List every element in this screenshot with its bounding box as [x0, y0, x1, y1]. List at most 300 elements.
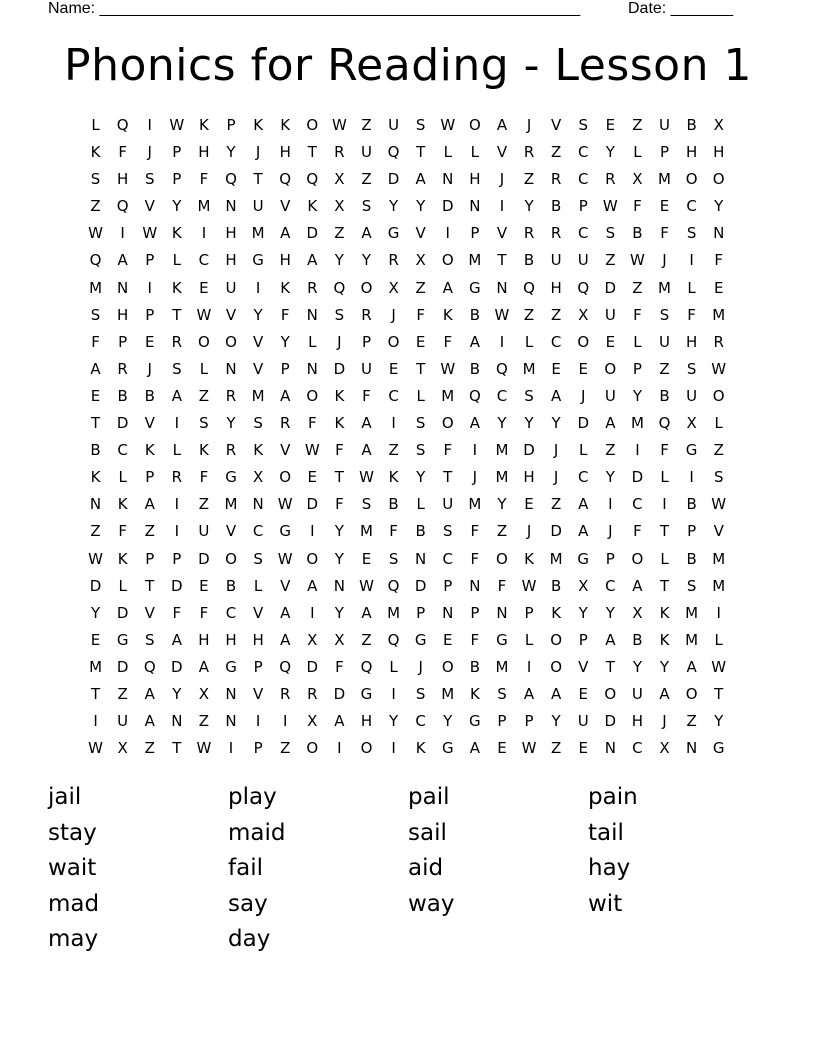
- grid-letter[interactable]: B: [686, 116, 697, 134]
- grid-letter[interactable]: Z: [198, 495, 210, 514]
- grid-letter[interactable]: U: [659, 332, 670, 351]
- grid-letter[interactable]: I: [716, 603, 721, 622]
- grid-letter[interactable]: A: [144, 712, 155, 731]
- grid-letter[interactable]: T: [145, 576, 155, 595]
- grid-letter[interactable]: F: [199, 170, 209, 189]
- grid-letter[interactable]: D: [414, 576, 427, 595]
- grid-letter[interactable]: A: [307, 251, 318, 270]
- grid-letter[interactable]: O: [550, 657, 563, 676]
- grid-letter[interactable]: V: [280, 197, 291, 216]
- grid-letter[interactable]: H: [550, 278, 562, 297]
- grid-letter[interactable]: D: [550, 522, 562, 541]
- grid-letter[interactable]: A: [415, 170, 426, 189]
- grid-letter[interactable]: A: [361, 414, 372, 433]
- grid-letter[interactable]: R: [117, 359, 128, 378]
- grid-letter[interactable]: C: [632, 739, 643, 758]
- grid-letter[interactable]: W: [88, 224, 103, 243]
- grid-letter[interactable]: S: [253, 549, 263, 568]
- grid-letter[interactable]: Z: [496, 522, 508, 541]
- grid-letter[interactable]: B: [523, 251, 535, 270]
- grid-letter[interactable]: Z: [551, 495, 562, 514]
- grid-letter[interactable]: M: [712, 305, 726, 324]
- grid-letter[interactable]: Y: [497, 414, 507, 433]
- grid-letter[interactable]: N: [252, 495, 264, 514]
- grid-letter[interactable]: P: [443, 576, 453, 595]
- grid-letter[interactable]: E: [713, 278, 724, 297]
- grid-letter[interactable]: M: [495, 657, 509, 676]
- grid-letter[interactable]: N: [442, 170, 454, 189]
- grid-letter[interactable]: P: [226, 116, 236, 134]
- grid-letter[interactable]: N: [469, 197, 481, 216]
- grid-letter[interactable]: Y: [551, 414, 561, 433]
- grid-letter[interactable]: Z: [713, 441, 724, 460]
- grid-letter[interactable]: P: [280, 359, 290, 378]
- grid-letter[interactable]: K: [280, 278, 291, 297]
- grid-letter[interactable]: S: [497, 684, 507, 703]
- grid-letter[interactable]: A: [442, 278, 453, 297]
- grid-letter[interactable]: P: [145, 251, 155, 270]
- grid-letter[interactable]: D: [604, 278, 617, 297]
- grid-letter[interactable]: H: [685, 332, 698, 351]
- grid-letter[interactable]: Y: [416, 468, 426, 487]
- grid-letter[interactable]: P: [145, 468, 155, 487]
- grid-letter[interactable]: M: [658, 170, 671, 189]
- grid-letter[interactable]: K: [551, 603, 562, 622]
- grid-letter[interactable]: S: [605, 224, 616, 243]
- grid-letter[interactable]: W: [359, 576, 374, 595]
- grid-letter[interactable]: M: [468, 251, 482, 270]
- grid-letter[interactable]: S: [334, 305, 345, 324]
- grid-letter[interactable]: I: [391, 684, 396, 703]
- grid-letter[interactable]: F: [389, 522, 398, 541]
- grid-letter[interactable]: U: [360, 359, 372, 378]
- grid-letter[interactable]: C: [577, 468, 589, 487]
- grid-letter[interactable]: R: [171, 332, 183, 351]
- grid-letter[interactable]: F: [335, 441, 344, 460]
- grid-letter[interactable]: O: [306, 739, 319, 758]
- grid-letter[interactable]: Z: [551, 143, 562, 162]
- grid-letter[interactable]: D: [198, 549, 210, 568]
- grid-letter[interactable]: T: [714, 684, 724, 703]
- grid-letter[interactable]: F: [307, 414, 317, 433]
- grid-letter[interactable]: D: [523, 441, 535, 460]
- grid-letter[interactable]: T: [90, 684, 101, 703]
- grid-letter[interactable]: S: [90, 170, 101, 189]
- grid-letter[interactable]: X: [686, 414, 697, 433]
- grid-letter[interactable]: O: [387, 332, 400, 351]
- grid-letter[interactable]: W: [440, 359, 456, 378]
- grid-letter[interactable]: I: [120, 224, 125, 243]
- grid-letter[interactable]: M: [224, 495, 238, 514]
- grid-letter[interactable]: Y: [578, 603, 588, 622]
- grid-letter[interactable]: D: [333, 684, 346, 703]
- grid-letter[interactable]: V: [496, 143, 508, 162]
- grid-letter[interactable]: O: [550, 630, 563, 649]
- grid-letter[interactable]: M: [251, 224, 265, 243]
- grid-letter[interactable]: R: [388, 251, 399, 270]
- grid-letter[interactable]: U: [117, 712, 129, 731]
- grid-letter[interactable]: H: [117, 170, 129, 189]
- grid-letter[interactable]: Z: [361, 170, 372, 189]
- grid-letter[interactable]: Q: [89, 251, 102, 270]
- grid-letter[interactable]: X: [659, 739, 670, 758]
- grid-letter[interactable]: D: [306, 657, 319, 676]
- grid-letter[interactable]: Z: [90, 522, 101, 541]
- grid-letter[interactable]: V: [415, 224, 426, 243]
- grid-letter[interactable]: L: [443, 143, 452, 162]
- grid-letter[interactable]: S: [199, 414, 209, 433]
- grid-letter[interactable]: L: [524, 332, 534, 351]
- grid-letter[interactable]: G: [577, 549, 590, 568]
- grid-letter[interactable]: Y: [226, 414, 236, 433]
- grid-letter[interactable]: T: [416, 359, 426, 378]
- grid-letter[interactable]: A: [361, 441, 372, 460]
- grid-letter[interactable]: F: [633, 197, 642, 216]
- grid-letter[interactable]: A: [469, 739, 480, 758]
- grid-letter[interactable]: W: [304, 441, 320, 460]
- grid-letter[interactable]: W: [142, 224, 158, 243]
- grid-letter[interactable]: L: [253, 576, 263, 595]
- grid-letter[interactable]: D: [333, 359, 346, 378]
- grid-letter[interactable]: M: [522, 359, 536, 378]
- grid-letter[interactable]: N: [89, 495, 102, 514]
- grid-letter[interactable]: Q: [333, 278, 346, 297]
- grid-letter[interactable]: L: [633, 332, 642, 351]
- grid-letter[interactable]: F: [199, 468, 209, 487]
- grid-letter[interactable]: J: [662, 712, 667, 731]
- grid-letter[interactable]: L: [416, 386, 425, 405]
- grid-letter[interactable]: P: [172, 170, 182, 189]
- grid-letter[interactable]: Z: [415, 278, 426, 297]
- grid-letter[interactable]: G: [360, 684, 373, 703]
- grid-letter[interactable]: L: [91, 116, 100, 134]
- grid-letter[interactable]: Y: [497, 495, 507, 514]
- grid-letter[interactable]: K: [199, 441, 209, 460]
- grid-letter[interactable]: Z: [198, 386, 210, 405]
- grid-letter[interactable]: O: [360, 278, 373, 297]
- grid-letter[interactable]: B: [550, 576, 562, 595]
- grid-letter[interactable]: Y: [714, 197, 724, 216]
- grid-letter[interactable]: L: [199, 359, 209, 378]
- grid-letter[interactable]: I: [526, 657, 532, 676]
- grid-letter[interactable]: B: [469, 305, 480, 324]
- grid-letter[interactable]: V: [252, 684, 264, 703]
- grid-letter[interactable]: P: [524, 712, 534, 731]
- grid-letter[interactable]: Y: [172, 197, 182, 216]
- grid-letter[interactable]: A: [469, 414, 480, 433]
- grid-letter[interactable]: V: [252, 332, 264, 351]
- grid-letter[interactable]: I: [93, 712, 98, 731]
- grid-letter[interactable]: E: [199, 278, 209, 297]
- grid-letter[interactable]: F: [362, 386, 371, 405]
- grid-letter[interactable]: F: [633, 522, 642, 541]
- grid-letter[interactable]: U: [577, 712, 589, 731]
- grid-letter[interactable]: S: [415, 441, 426, 460]
- grid-letter[interactable]: I: [499, 332, 505, 351]
- grid-letter[interactable]: K: [171, 278, 182, 297]
- grid-letter[interactable]: V: [252, 359, 264, 378]
- grid-letter[interactable]: X: [334, 630, 345, 649]
- grid-letter[interactable]: C: [117, 441, 128, 460]
- grid-letter[interactable]: C: [550, 332, 562, 351]
- grid-letter[interactable]: B: [117, 386, 128, 405]
- grid-letter[interactable]: G: [712, 739, 725, 758]
- grid-letter[interactable]: Y: [605, 603, 615, 622]
- grid-letter[interactable]: L: [172, 251, 181, 270]
- grid-letter[interactable]: W: [196, 305, 212, 324]
- grid-letter[interactable]: U: [252, 197, 264, 216]
- grid-letter[interactable]: S: [713, 468, 724, 487]
- grid-letter[interactable]: G: [469, 712, 481, 731]
- grid-letter[interactable]: G: [387, 224, 400, 243]
- grid-letter[interactable]: W: [521, 576, 537, 595]
- grid-letter[interactable]: P: [578, 197, 588, 216]
- grid-letter[interactable]: C: [252, 522, 264, 541]
- grid-letter[interactable]: F: [443, 332, 453, 351]
- grid-letter[interactable]: I: [201, 224, 207, 243]
- grid-letter[interactable]: F: [470, 522, 480, 541]
- grid-letter[interactable]: P: [578, 630, 588, 649]
- grid-letter[interactable]: U: [659, 116, 670, 134]
- grid-letter[interactable]: K: [415, 739, 426, 758]
- grid-letter[interactable]: H: [713, 143, 725, 162]
- grid-letter[interactable]: T: [172, 305, 182, 324]
- grid-letter[interactable]: N: [442, 603, 454, 622]
- grid-letter[interactable]: J: [147, 359, 152, 378]
- grid-letter[interactable]: E: [605, 116, 616, 134]
- date-field[interactable]: Date: _______: [628, 0, 733, 17]
- grid-letter[interactable]: I: [689, 468, 694, 487]
- grid-letter[interactable]: B: [415, 522, 426, 541]
- grid-letter[interactable]: I: [662, 495, 667, 514]
- grid-letter[interactable]: R: [361, 305, 372, 324]
- grid-letter[interactable]: A: [659, 684, 670, 703]
- grid-letter[interactable]: K: [659, 630, 670, 649]
- grid-letter[interactable]: W: [331, 116, 347, 134]
- grid-letter[interactable]: L: [416, 495, 425, 514]
- grid-letter[interactable]: A: [523, 684, 535, 703]
- grid-letter[interactable]: R: [550, 224, 562, 243]
- grid-letter[interactable]: A: [496, 116, 508, 134]
- grid-letter[interactable]: K: [334, 414, 345, 433]
- grid-letter[interactable]: Y: [388, 712, 399, 731]
- grid-letter[interactable]: T: [659, 522, 670, 541]
- grid-letter[interactable]: C: [225, 603, 237, 622]
- grid-letter[interactable]: V: [144, 414, 155, 433]
- grid-letter[interactable]: Y: [443, 712, 453, 731]
- grid-letter[interactable]: U: [604, 305, 616, 324]
- grid-letter[interactable]: U: [577, 251, 589, 270]
- grid-letter[interactable]: Z: [605, 251, 616, 270]
- grid-letter[interactable]: M: [360, 522, 373, 541]
- grid-letter[interactable]: I: [228, 739, 234, 758]
- grid-letter[interactable]: M: [197, 197, 211, 216]
- grid-letter[interactable]: I: [608, 495, 613, 514]
- grid-letter[interactable]: Z: [117, 684, 128, 703]
- grid-letter[interactable]: Q: [387, 576, 400, 595]
- grid-letter[interactable]: E: [605, 332, 616, 351]
- grid-letter[interactable]: J: [553, 441, 559, 460]
- grid-letter[interactable]: J: [553, 468, 559, 487]
- grid-letter[interactable]: I: [174, 495, 180, 514]
- grid-letter[interactable]: L: [389, 657, 398, 676]
- grid-letter[interactable]: O: [631, 549, 644, 568]
- grid-letter[interactable]: P: [605, 549, 615, 568]
- grid-letter[interactable]: U: [388, 116, 400, 134]
- grid-letter[interactable]: G: [441, 739, 454, 758]
- grid-letter[interactable]: Z: [632, 278, 643, 297]
- grid-letter[interactable]: Z: [632, 116, 643, 134]
- grid-letter[interactable]: W: [196, 739, 212, 758]
- grid-letter[interactable]: L: [687, 278, 696, 297]
- grid-letter[interactable]: Y: [632, 386, 642, 405]
- grid-letter[interactable]: E: [144, 332, 155, 351]
- grid-letter[interactable]: F: [470, 549, 480, 568]
- grid-letter[interactable]: E: [415, 332, 426, 351]
- grid-letter[interactable]: V: [144, 603, 155, 622]
- grid-letter[interactable]: Z: [388, 441, 399, 460]
- grid-letter[interactable]: Q: [468, 386, 481, 405]
- grid-letter[interactable]: M: [387, 603, 401, 622]
- grid-letter[interactable]: M: [441, 684, 455, 703]
- grid-letter[interactable]: N: [415, 549, 427, 568]
- grid-letter[interactable]: W: [277, 495, 293, 514]
- grid-letter[interactable]: A: [280, 386, 291, 405]
- grid-letter[interactable]: Z: [144, 739, 155, 758]
- grid-letter[interactable]: L: [172, 441, 181, 460]
- grid-letter[interactable]: H: [252, 630, 264, 649]
- grid-letter[interactable]: J: [337, 332, 342, 351]
- grid-letter[interactable]: L: [118, 576, 127, 595]
- grid-letter[interactable]: Q: [279, 657, 292, 676]
- grid-letter[interactable]: H: [225, 251, 237, 270]
- grid-letter[interactable]: Q: [279, 170, 292, 189]
- grid-letter[interactable]: J: [255, 143, 261, 162]
- grid-letter[interactable]: O: [306, 116, 319, 134]
- grid-letter[interactable]: A: [605, 414, 616, 433]
- grid-letter[interactable]: L: [470, 143, 480, 162]
- grid-letter[interactable]: K: [90, 468, 101, 487]
- grid-letter[interactable]: N: [306, 359, 318, 378]
- grid-letter[interactable]: F: [199, 603, 209, 622]
- grid-letter[interactable]: W: [711, 495, 727, 514]
- grid-letter[interactable]: C: [686, 197, 697, 216]
- grid-letter[interactable]: B: [469, 359, 480, 378]
- grid-letter[interactable]: A: [171, 630, 182, 649]
- grid-letter[interactable]: Z: [523, 170, 535, 189]
- grid-letter[interactable]: A: [686, 657, 697, 676]
- grid-letter[interactable]: D: [116, 657, 129, 676]
- grid-letter[interactable]: Q: [577, 278, 590, 297]
- grid-letter[interactable]: F: [280, 305, 290, 324]
- grid-letter[interactable]: G: [496, 630, 508, 649]
- grid-letter[interactable]: Z: [144, 522, 155, 541]
- grid-letter[interactable]: U: [198, 522, 210, 541]
- grid-letter[interactable]: Y: [334, 522, 344, 541]
- grid-letter[interactable]: Z: [90, 197, 101, 216]
- grid-letter[interactable]: U: [550, 251, 562, 270]
- grid-letter[interactable]: R: [550, 170, 562, 189]
- grid-letter[interactable]: P: [524, 603, 534, 622]
- grid-letter[interactable]: X: [713, 116, 724, 134]
- grid-letter[interactable]: K: [469, 684, 480, 703]
- grid-letter[interactable]: Y: [524, 197, 534, 216]
- grid-letter[interactable]: V: [280, 441, 291, 460]
- grid-letter[interactable]: V: [225, 522, 237, 541]
- grid-letter[interactable]: D: [306, 495, 319, 514]
- grid-letter[interactable]: S: [443, 522, 453, 541]
- grid-letter[interactable]: H: [279, 143, 291, 162]
- grid-letter[interactable]: L: [308, 332, 317, 351]
- grid-letter[interactable]: J: [581, 386, 586, 405]
- grid-letter[interactable]: T: [497, 251, 507, 270]
- grid-letter[interactable]: I: [499, 197, 505, 216]
- grid-letter[interactable]: H: [225, 630, 237, 649]
- grid-letter[interactable]: Y: [605, 143, 615, 162]
- grid-letter[interactable]: L: [660, 549, 669, 568]
- grid-letter[interactable]: F: [172, 603, 182, 622]
- grid-letter[interactable]: A: [605, 630, 616, 649]
- grid-letter[interactable]: Y: [334, 603, 344, 622]
- grid-letter[interactable]: I: [310, 603, 315, 622]
- grid-letter[interactable]: Y: [659, 657, 670, 676]
- grid-letter[interactable]: I: [391, 739, 396, 758]
- grid-letter[interactable]: I: [282, 712, 288, 731]
- grid-letter[interactable]: V: [551, 116, 562, 134]
- grid-letter[interactable]: M: [549, 549, 563, 568]
- grid-letter[interactable]: F: [118, 143, 127, 162]
- grid-letter[interactable]: N: [496, 603, 508, 622]
- grid-letter[interactable]: V: [713, 522, 724, 541]
- grid-letter[interactable]: K: [199, 116, 209, 134]
- grid-letter[interactable]: S: [686, 224, 697, 243]
- grid-letter[interactable]: R: [225, 386, 237, 405]
- grid-letter[interactable]: Z: [523, 305, 535, 324]
- grid-letter[interactable]: F: [335, 657, 344, 676]
- grid-letter[interactable]: Y: [334, 251, 344, 270]
- grid-letter[interactable]: B: [90, 441, 101, 460]
- grid-letter[interactable]: C: [388, 386, 399, 405]
- grid-letter[interactable]: Q: [523, 278, 535, 297]
- grid-letter[interactable]: J: [526, 522, 532, 541]
- grid-letter[interactable]: S: [686, 576, 697, 595]
- grid-letter[interactable]: O: [577, 332, 590, 351]
- grid-letter[interactable]: H: [225, 224, 237, 243]
- grid-letter[interactable]: L: [714, 630, 723, 649]
- grid-letter[interactable]: D: [577, 414, 590, 433]
- grid-letter[interactable]: P: [416, 603, 426, 622]
- grid-letter[interactable]: Z: [605, 441, 616, 460]
- grid-letter[interactable]: E: [578, 684, 588, 703]
- grid-letter[interactable]: F: [470, 630, 480, 649]
- grid-letter[interactable]: F: [660, 441, 669, 460]
- grid-letter[interactable]: P: [632, 359, 642, 378]
- grid-letter[interactable]: G: [469, 278, 481, 297]
- grid-letter[interactable]: H: [469, 170, 481, 189]
- grid-letter[interactable]: V: [225, 305, 237, 324]
- grid-letter[interactable]: Z: [280, 739, 291, 758]
- grid-letter[interactable]: K: [117, 495, 128, 514]
- grid-letter[interactable]: O: [604, 359, 617, 378]
- grid-letter[interactable]: C: [577, 143, 589, 162]
- grid-letter[interactable]: E: [659, 197, 670, 216]
- grid-letter[interactable]: V: [252, 603, 264, 622]
- grid-letter[interactable]: I: [174, 522, 180, 541]
- grid-letter[interactable]: S: [659, 305, 670, 324]
- grid-letter[interactable]: O: [306, 549, 319, 568]
- grid-letter[interactable]: H: [523, 468, 535, 487]
- grid-letter[interactable]: A: [280, 630, 291, 649]
